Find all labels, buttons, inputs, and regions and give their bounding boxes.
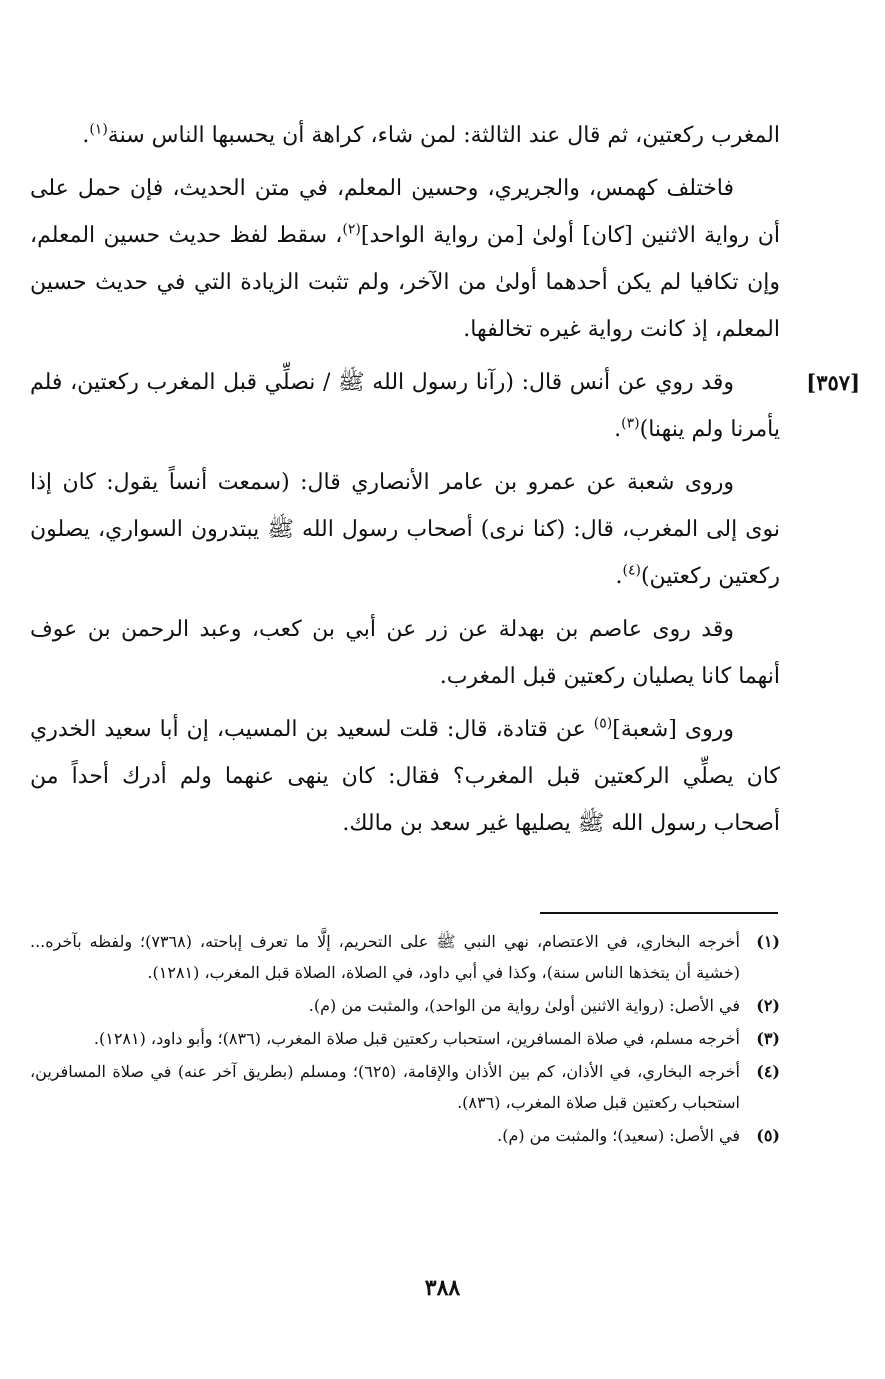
footnote-number: (٥)	[756, 1126, 780, 1145]
paragraph-text: فاختلف كهمس، والجريري، وحسين المعلم، في متن الحديث، فإن حمل على أن رواية الاثنين [كان] أولىٰ [من رواية الواحد]	[30, 176, 780, 248]
paragraph-6	[30, 706, 780, 847]
page-number: ٣٨٨	[424, 1275, 461, 1301]
footnote-number: (٣)	[756, 1029, 780, 1048]
footnotes	[30, 926, 780, 1153]
footnote-1	[30, 926, 780, 988]
paragraph-text: وروى [شعبة]	[612, 717, 734, 742]
footnote-ref[interactable]: (٤)	[622, 562, 641, 579]
footnote-separator	[540, 912, 778, 914]
paragraph-4	[30, 459, 780, 600]
footnote-5	[30, 1120, 780, 1151]
paragraph-text: وقد روي عن أنس قال: (رآنا رسول الله ﷺ / نصلِّي قبل المغرب ركعتين، فلم يأمرنا ولم ينهنا)	[30, 370, 780, 442]
paragraph-2	[30, 165, 780, 353]
footnote-text: أخرجه البخاري، في الأذان، كم بين الأذان والإقامة، (٦٢٥)؛ ومسلم (بطريق آخر عنه) في صلاة المسافرين، استحباب ركعتين قبل صلاة المغرب، (٨٣٦).	[30, 1062, 740, 1112]
paragraph-1	[30, 112, 780, 159]
paragraph-tail: .	[614, 417, 622, 442]
footnote-ref[interactable]: (٥)	[593, 715, 613, 732]
footnote-number: (٤)	[756, 1062, 780, 1081]
footnote-number: (٢)	[756, 996, 780, 1015]
main-text	[30, 112, 860, 853]
footnote-2	[30, 990, 780, 1021]
footnote-text: أخرجه مسلم، في صلاة المسافرين، استحباب ركعتين قبل صلاة المغرب، (٨٣٦)؛ وأبو داود، (١٢٨١).	[93, 1029, 740, 1048]
paragraph-3	[30, 359, 780, 453]
hadith-357	[30, 359, 860, 453]
hadith-number: [٣٥٧]	[806, 370, 860, 395]
footnote-text: في الأصل: (سعيد)؛ والمثبت من (م).	[497, 1126, 740, 1145]
footnote-3	[30, 1023, 780, 1054]
paragraph-text: المغرب ركعتين، ثم قال عند الثالثة: لمن شاء، كراهة أن يحسبها الناس سنة	[107, 123, 780, 148]
paragraph-text: وروى شعبة عن عمرو بن عامر الأنصاري قال: (سمعت أنساً يقول: كان إذا نوى إلى المغرب، قال: (كنا نرى) أصحاب رسول الله ﷺ يبتدرون السواري، يصلون ركعتين ركعتين)	[30, 470, 780, 589]
paragraph-5	[30, 606, 780, 700]
paragraph-tail: .	[82, 123, 90, 148]
paragraph-text: وقد روى عاصم بن بهدلة عن زر عن أبي بن كعب، وعبد الرحمن بن عوف أنهما كانا يصليان ركعتين قبل المغرب.	[30, 617, 780, 689]
paragraph-tail: عن قتادة، قال: قلت لسعيد بن المسيب، إن أبا سعيد الخدري كان يصلِّي الركعتين قبل المغرب؟ فقال: كان ينهى عنهما ولم أدرك أحداً من أصحاب رسول الله ﷺ يصليها غير سعد بن مالك.	[30, 717, 780, 836]
footnote-4	[30, 1056, 780, 1118]
footnote-text: في الأصل: (رواية الاثنين أولىٰ رواية من الواحد)، والمثبت من (م).	[308, 996, 740, 1015]
footnote-ref[interactable]: (٢)	[342, 221, 361, 238]
footnote-ref[interactable]: (٣)	[621, 415, 640, 432]
paragraph-tail: .	[615, 564, 623, 589]
footnote-text: أخرجه البخاري، في الاعتصام، نهي النبي ﷺ على التحريم، إلَّا ما تعرف إباحته، (٧٣٦٨)؛ ولفظه بآخره... (خشية أن يتخذها الناس سنة)، وكذا في أبي داود، في الصلاة، الصلاة قبل المغرب، (١٢٨١).	[30, 932, 740, 982]
paragraph-tail: ، سقط لفظ حديث حسين المعلم، وإن تكافيا لم يكن أحدهما أولىٰ من الآخر، ولم تثبت الزيادة التي في حديث حسين المعلم، إذ كانت رواية غيره تخالفها.	[30, 223, 780, 342]
footnote-number: (١)	[756, 932, 780, 951]
footnote-ref[interactable]: (١)	[89, 121, 108, 138]
